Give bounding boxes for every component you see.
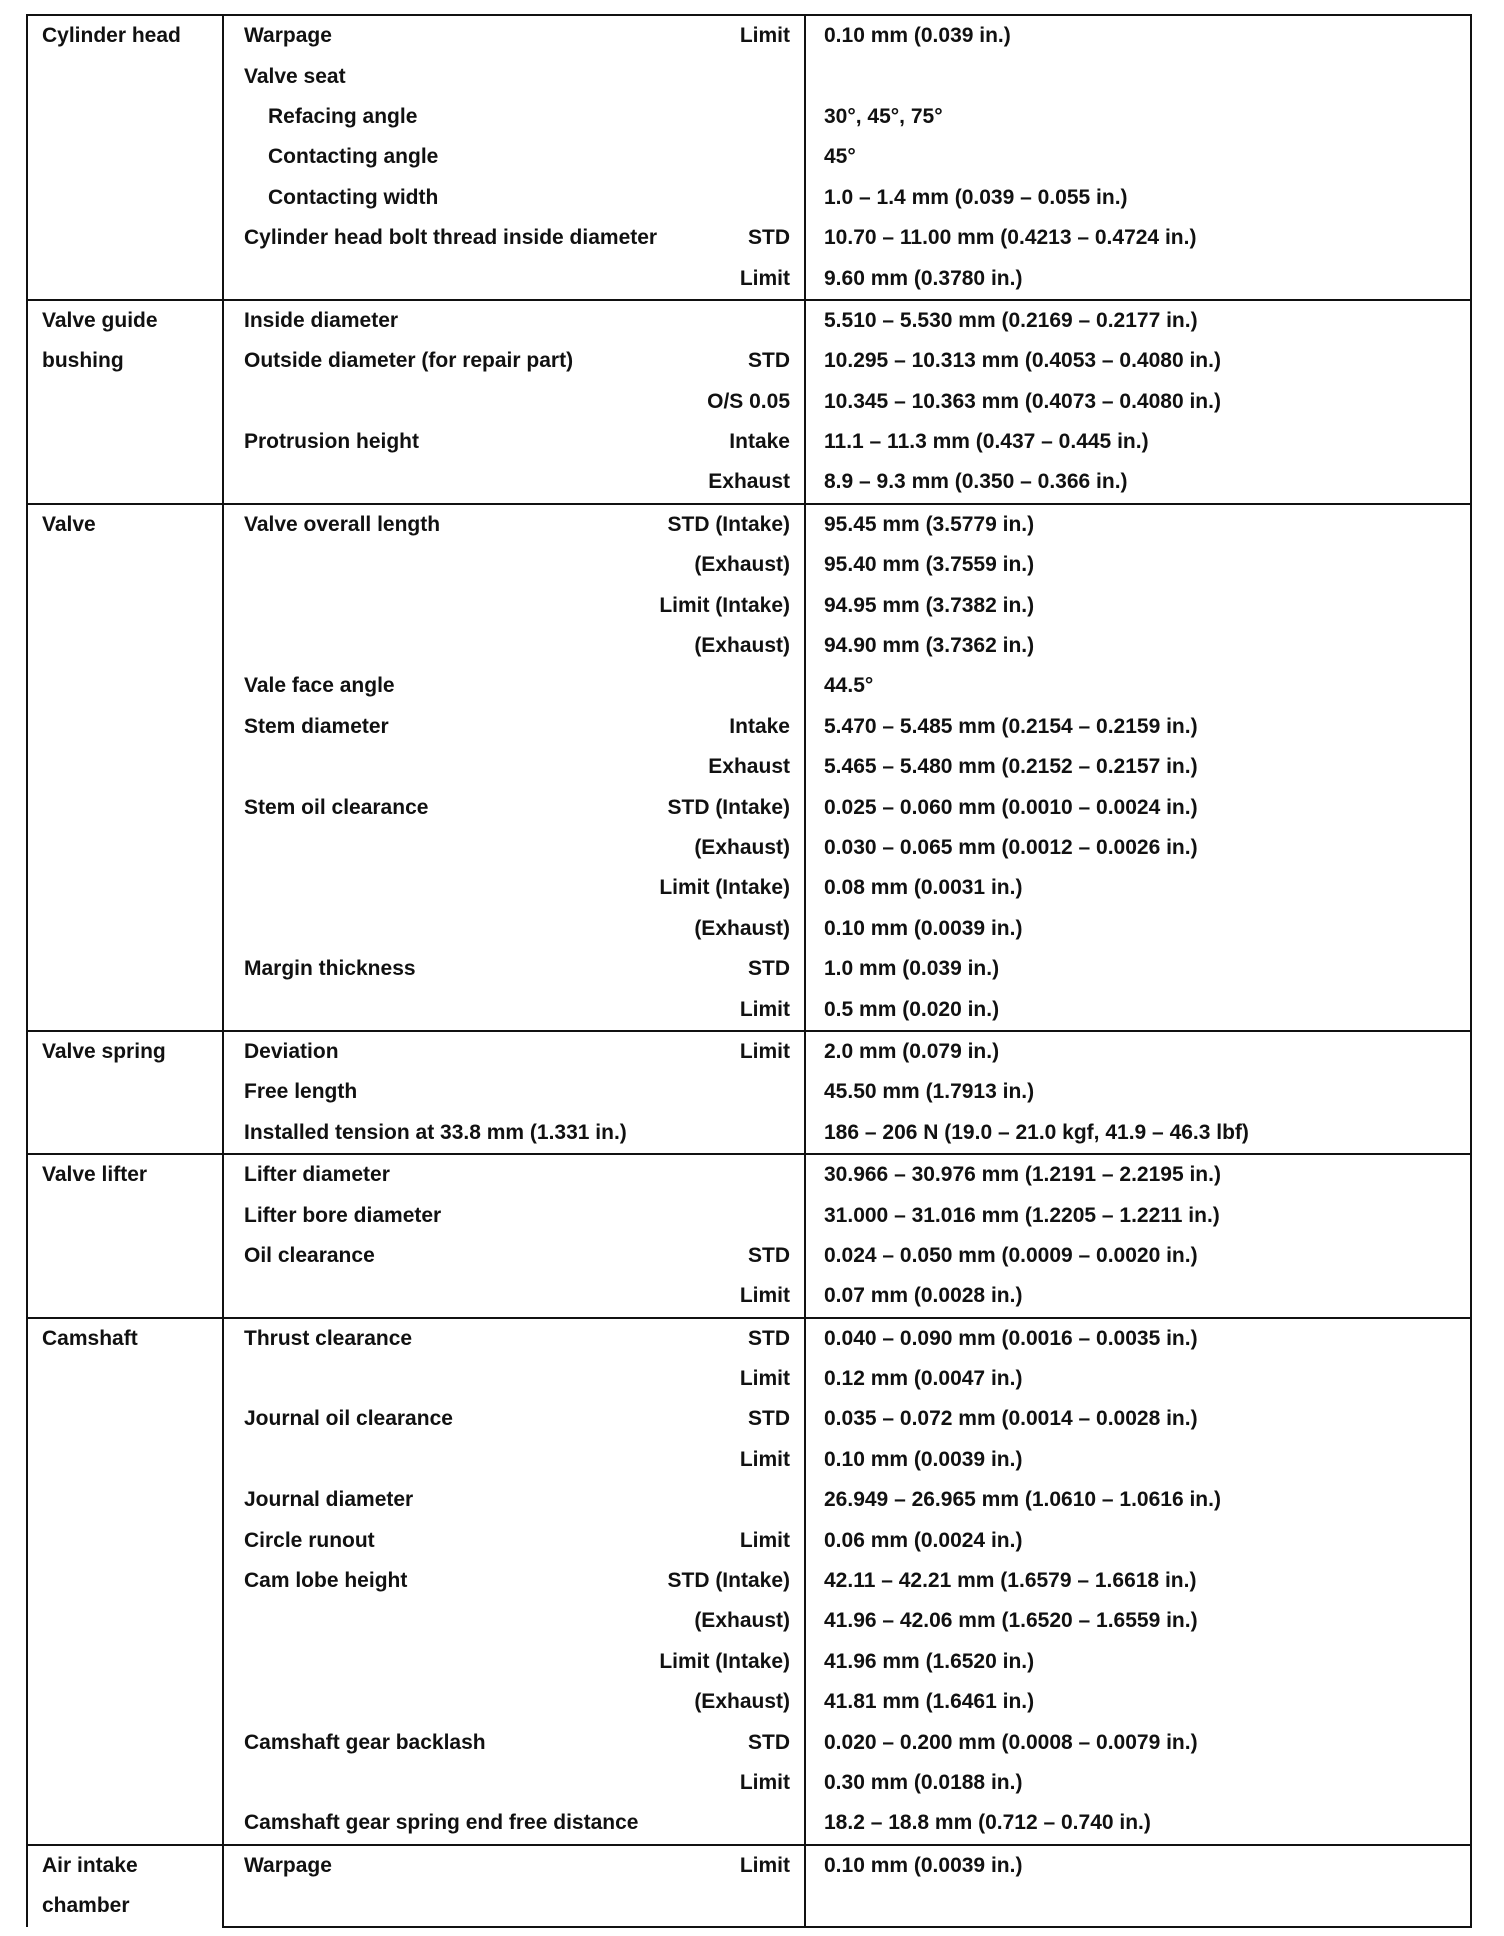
item-label: Journal oil clearance [223,1399,615,1439]
condition-label: Limit [615,1440,805,1480]
spec-value: 0.12 mm (0.0047 in.) [805,1359,1471,1399]
component-cell [27,15,223,300]
condition-label: STD [615,1318,805,1359]
condition-label: Limit [615,1276,805,1317]
spec-row [27,382,1471,422]
condition-label [615,56,805,96]
item-label: Contacting width [223,178,615,218]
item-label [223,1642,615,1682]
spec-row [27,1359,1471,1399]
item-label [223,868,615,908]
spec-row [27,137,1471,177]
component-name: Valve spring [42,1039,166,1063]
component-cell [27,300,223,504]
spec-value: 41.81 mm (1.6461 in.) [805,1682,1471,1722]
spec-row [27,1113,1471,1154]
spec-row [27,1072,1471,1112]
item-label [223,828,615,868]
item-label: Contacting angle [223,137,615,177]
spec-row [27,868,1471,908]
spec-row [27,1561,1471,1601]
spec-value: 1.0 – 1.4 mm (0.039 – 0.055 in.) [805,178,1471,218]
spec-value: 95.45 mm (3.5779 in.) [805,504,1471,545]
item-label: Camshaft gear backlash [223,1722,615,1762]
spec-row [27,56,1471,96]
component-name: Cylinder head [42,24,181,47]
spec-row [27,1803,1471,1844]
condition-label: Limit [615,1359,805,1399]
spec-row [27,989,1471,1030]
spec-value: 0.035 – 0.072 mm (0.0014 – 0.0028 in.) [805,1399,1471,1439]
condition-label [615,178,805,218]
spec-value: 0.10 mm (0.0039 in.) [805,1440,1471,1480]
item-label: Camshaft gear spring end free distance [223,1803,615,1844]
item-label: Valve overall length [223,504,615,545]
spec-value: 0.10 mm (0.0039 in.) [805,909,1471,949]
item-label: Protrusion height [223,422,615,462]
spec-row [27,1318,1471,1359]
component-cell [27,504,223,1031]
item-label: Deviation [223,1031,615,1072]
condition-label: STD (Intake) [615,787,805,827]
item-label: Stem diameter [223,707,615,747]
item-label [223,626,615,666]
item-label [223,1682,615,1722]
spec-value: 5.470 – 5.485 mm (0.2154 – 0.2159 in.) [805,707,1471,747]
spec-row [27,462,1471,503]
spec-value: 8.9 – 9.3 mm (0.350 – 0.366 in.) [805,462,1471,503]
spec-value: 30.966 – 30.976 mm (1.2191 – 2.2195 in.) [805,1154,1471,1195]
spec-value: 31.000 – 31.016 mm (1.2205 – 1.2211 in.) [805,1195,1471,1235]
spec-value: 0.07 mm (0.0028 in.) [805,1276,1471,1317]
item-label [223,1763,615,1803]
condition-label: Limit [615,1763,805,1803]
component-name: Camshaft [42,1326,138,1350]
spec-value: 45.50 mm (1.7913 in.) [805,1072,1471,1112]
condition-label: (Exhaust) [615,545,805,585]
spec-value: 10.295 – 10.313 mm (0.4053 – 0.4080 in.) [805,341,1471,381]
condition-label: STD [615,341,805,381]
condition-label [615,1886,805,1927]
spec-row [27,1722,1471,1762]
condition-label: Limit [615,1520,805,1560]
component-cell [27,1318,223,1845]
item-label [223,585,615,625]
condition-label [615,1154,805,1195]
item-label [223,1601,615,1641]
item-label: Warpage [223,1845,615,1886]
item-label: Valve seat [223,56,615,96]
spec-value [805,1886,1471,1927]
spec-row [27,787,1471,827]
item-label [223,909,615,949]
component-name: Valve [42,512,96,536]
spec-value: 30°, 45°, 75° [805,97,1471,137]
spec-value: 0.10 mm (0.0039 in.) [805,1845,1471,1886]
condition-label: Intake [615,422,805,462]
condition-label: Limit (Intake) [615,868,805,908]
spec-row [27,504,1471,545]
spec-row [27,1276,1471,1317]
spec-table [26,14,1472,1928]
condition-label: (Exhaust) [615,1601,805,1641]
spec-value: 0.10 mm (0.039 in.) [805,15,1471,56]
spec-value: 42.11 – 42.21 mm (1.6579 – 1.6618 in.) [805,1561,1471,1601]
spec-value: 9.60 mm (0.3780 in.) [805,258,1471,299]
condition-label: Limit [615,1031,805,1072]
component-cell [27,1154,223,1318]
spec-value: 0.025 – 0.060 mm (0.0010 – 0.0024 in.) [805,787,1471,827]
condition-label: (Exhaust) [615,1682,805,1722]
component-name: bushing [42,349,124,373]
spec-value: 2.0 mm (0.079 in.) [805,1031,1471,1072]
condition-label: (Exhaust) [615,626,805,666]
spec-row [27,1154,1471,1195]
spec-value: 1.0 mm (0.039 in.) [805,949,1471,989]
condition-label: Limit (Intake) [615,585,805,625]
spec-row [27,258,1471,299]
item-label: Outside diameter (for repair part) [223,341,615,381]
condition-label [615,97,805,137]
spec-row [27,1440,1471,1480]
component-cell [27,1031,223,1154]
condition-label: STD [615,218,805,258]
spec-value: 45° [805,137,1471,177]
spec-row [27,626,1471,666]
spec-value: 26.949 – 26.965 mm (1.0610 – 1.0616 in.) [805,1480,1471,1520]
condition-label: STD [615,1722,805,1762]
item-label: Installed tension at 33.8 mm (1.331 in.) [223,1113,615,1154]
spec-value: 0.30 mm (0.0188 in.) [805,1763,1471,1803]
condition-label [615,300,805,341]
spec-row [27,1236,1471,1276]
item-label: Thrust clearance [223,1318,615,1359]
spec-row [27,178,1471,218]
spec-value: 0.040 – 0.090 mm (0.0016 – 0.0035 in.) [805,1318,1471,1359]
condition-label: Limit (Intake) [615,1642,805,1682]
condition-label: (Exhaust) [615,909,805,949]
item-label [223,1440,615,1480]
item-label: Oil clearance [223,1236,615,1276]
component-name: Valve guide [42,308,158,332]
condition-label: STD (Intake) [615,1561,805,1601]
spec-value: 10.70 – 11.00 mm (0.4213 – 0.4724 in.) [805,218,1471,258]
spec-row [27,341,1471,381]
item-label: Circle runout [223,1520,615,1560]
condition-label [615,666,805,706]
spec-value: 95.40 mm (3.7559 in.) [805,545,1471,585]
item-label [223,747,615,787]
spec-row [27,1682,1471,1722]
spec-table-body [27,15,1471,1927]
spec-value: 0.024 – 0.050 mm (0.0009 – 0.0020 in.) [805,1236,1471,1276]
condition-label [615,137,805,177]
spec-row [27,1520,1471,1560]
spec-value: 0.06 mm (0.0024 in.) [805,1520,1471,1560]
item-label [223,462,615,503]
spec-value: 5.465 – 5.480 mm (0.2152 – 0.2157 in.) [805,747,1471,787]
condition-label: Exhaust [615,462,805,503]
spec-row [27,97,1471,137]
spec-value: 10.345 – 10.363 mm (0.4073 – 0.4080 in.) [805,382,1471,422]
spec-row [27,1195,1471,1235]
spec-value: 94.90 mm (3.7362 in.) [805,626,1471,666]
condition-label: (Exhaust) [615,828,805,868]
item-label: Free length [223,1072,615,1112]
item-label: Refacing angle [223,97,615,137]
spec-value: 94.95 mm (3.7382 in.) [805,585,1471,625]
spec-value: 11.1 – 11.3 mm (0.437 – 0.445 in.) [805,422,1471,462]
spec-row [27,218,1471,258]
item-label: Cam lobe height [223,1561,615,1601]
item-label: Cylinder head bolt thread inside diameter [223,218,615,258]
spec-row [27,1031,1471,1072]
condition-label: Intake [615,707,805,747]
condition-label: STD [615,1236,805,1276]
item-label [223,989,615,1030]
spec-row [27,300,1471,341]
condition-label [615,1480,805,1520]
item-label [223,1886,615,1927]
item-label [223,258,615,299]
spec-row [27,1845,1471,1886]
item-label [223,1359,615,1399]
component-cell [27,1845,223,1928]
condition-label: STD [615,1399,805,1439]
spec-row [27,1763,1471,1803]
condition-label [615,1072,805,1112]
condition-label: Limit [615,15,805,56]
condition-label [615,1803,805,1844]
item-label [223,1276,615,1317]
item-label: Journal diameter [223,1480,615,1520]
condition-label: O/S 0.05 [615,382,805,422]
component-name: Valve lifter [42,1162,148,1186]
spec-row [27,1601,1471,1641]
spec-row [27,1399,1471,1439]
spec-row [27,545,1471,585]
spec-value: 0.030 – 0.065 mm (0.0012 – 0.0026 in.) [805,828,1471,868]
spec-value: 41.96 mm (1.6520 in.) [805,1642,1471,1682]
spec-row [27,422,1471,462]
spec-row [27,707,1471,747]
spec-value: 18.2 – 18.8 mm (0.712 – 0.740 in.) [805,1803,1471,1844]
condition-label: Exhaust [615,747,805,787]
spec-value: 0.5 mm (0.020 in.) [805,989,1471,1030]
spec-value: 0.020 – 0.200 mm (0.0008 – 0.0079 in.) [805,1722,1471,1762]
spec-row [27,666,1471,706]
item-label: Warpage [223,15,615,56]
item-label [223,545,615,585]
condition-label: STD (Intake) [615,504,805,545]
spec-value: 5.510 – 5.530 mm (0.2169 – 0.2177 in.) [805,300,1471,341]
item-label: Vale face angle [223,666,615,706]
condition-label: Limit [615,989,805,1030]
spec-value: 186 – 206 N (19.0 – 21.0 kgf, 41.9 – 46.3 lbf) [805,1113,1471,1154]
spec-row [27,909,1471,949]
spec-row [27,747,1471,787]
item-label: Lifter bore diameter [223,1195,615,1235]
condition-label: Limit [615,1845,805,1886]
spec-row [27,15,1471,56]
item-label: Lifter diameter [223,1154,615,1195]
spec-row [27,949,1471,989]
condition-label: Limit [615,258,805,299]
component-name: chamber [42,1893,130,1917]
spec-row [27,1642,1471,1682]
item-label [223,382,615,422]
spec-row [27,1480,1471,1520]
spec-value [805,56,1471,96]
condition-label [615,1113,805,1154]
spec-value: 41.96 – 42.06 mm (1.6520 – 1.6559 in.) [805,1601,1471,1641]
spec-row [27,1886,1471,1927]
spec-value: 44.5° [805,666,1471,706]
component-name: Air intake [42,1853,138,1877]
item-label: Margin thickness [223,949,615,989]
spec-value: 0.08 mm (0.0031 in.) [805,868,1471,908]
item-label: Stem oil clearance [223,787,615,827]
condition-label: STD [615,949,805,989]
spec-row [27,585,1471,625]
spec-row [27,828,1471,868]
condition-label [615,1195,805,1235]
item-label: Inside diameter [223,300,615,341]
